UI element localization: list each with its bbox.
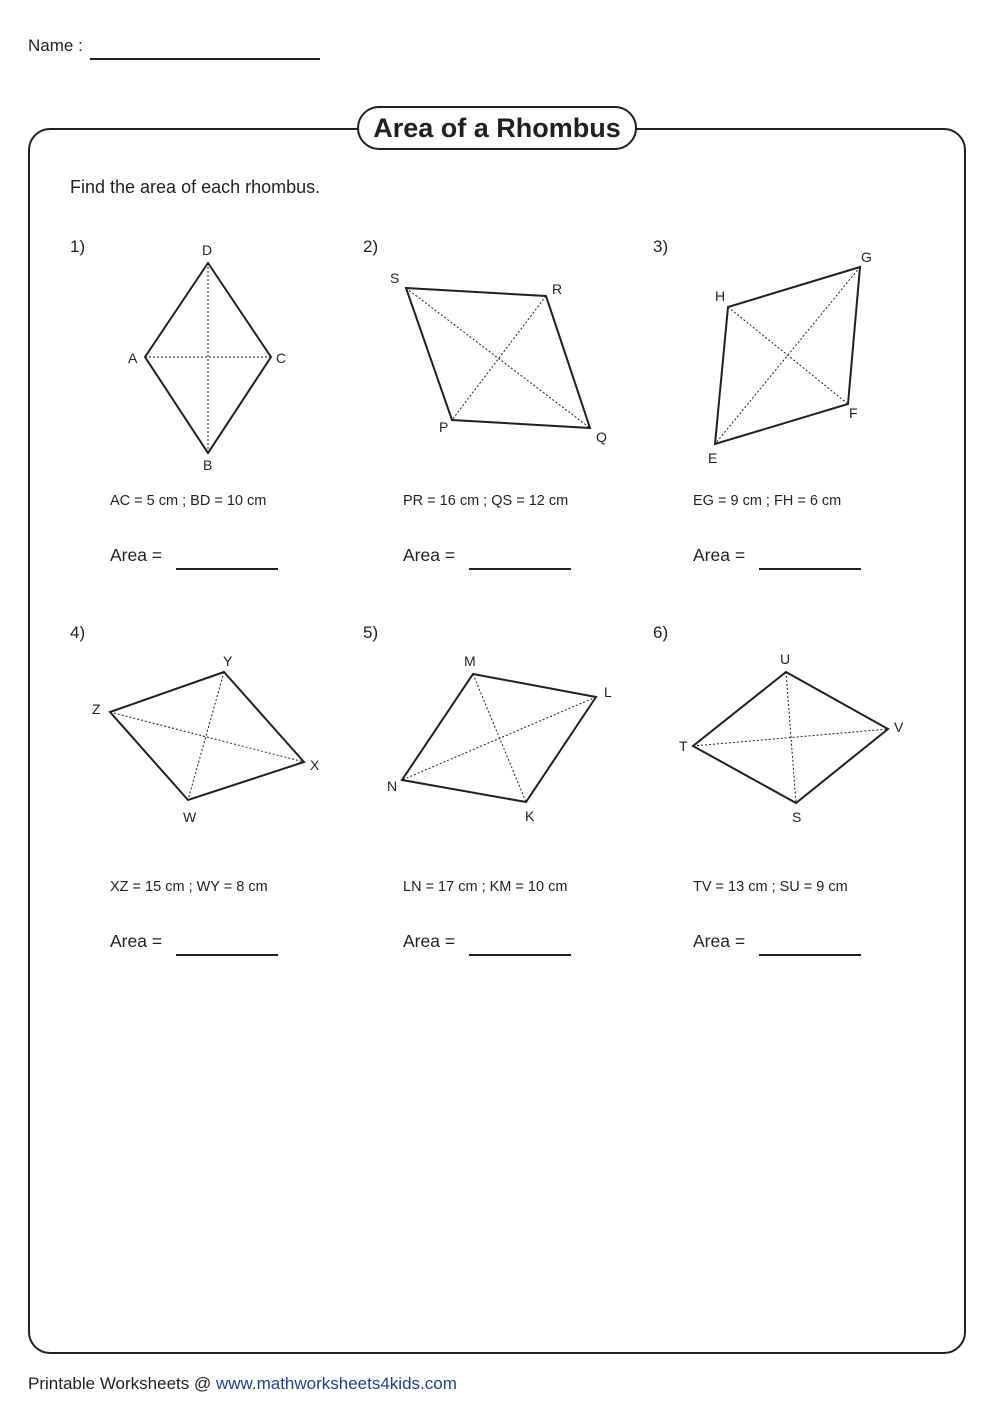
worksheet-title [357, 106, 637, 150]
problem-number: 2) [363, 237, 379, 256]
vertex-label: P [439, 419, 449, 435]
vertex-label: D [202, 242, 213, 258]
instructions: Find the area of each rhombus. [70, 177, 321, 197]
footer [28, 1374, 457, 1394]
name-field-line[interactable] [90, 58, 320, 60]
given-diagonals: PR = 16 cm ; QS = 12 cm [403, 493, 569, 509]
given-diagonals: EG = 9 cm ; FH = 6 cm [693, 493, 842, 509]
rhombus-figure [653, 237, 943, 487]
area-label: Area = [693, 545, 746, 565]
vertex-label: S [792, 809, 802, 825]
vertex-label: R [552, 281, 563, 297]
given-diagonals: XZ = 15 cm ; WY = 8 cm [110, 879, 268, 895]
diagonal [406, 288, 590, 428]
diagonal [452, 296, 546, 420]
vertex-label: E [708, 450, 718, 466]
rhombus-figure [363, 237, 653, 487]
vertex-label: G [861, 249, 872, 265]
area-answer-line[interactable] [759, 568, 861, 570]
problem-number: 4) [70, 623, 86, 642]
problem-number: 5) [363, 623, 379, 642]
problem-number: 3) [653, 237, 669, 256]
rhombus-figure [70, 623, 360, 873]
footer-prefix: Printable Worksheets @ [28, 1374, 216, 1393]
problem-4 [70, 623, 360, 983]
diagonal [188, 672, 224, 800]
problem-6 [653, 623, 943, 983]
name-label: Name : [28, 36, 83, 55]
vertex-label: A [128, 350, 138, 366]
area-label: Area = [693, 931, 746, 951]
area-label: Area = [403, 545, 456, 565]
diagonal [110, 712, 304, 762]
area-answer-line[interactable] [176, 568, 278, 570]
problem-number: 6) [653, 623, 669, 642]
vertex-label: F [849, 405, 858, 421]
area-answer-line[interactable] [176, 954, 278, 956]
problem-3 [653, 237, 943, 597]
vertex-label: H [715, 288, 726, 304]
rhombus-figure [70, 237, 360, 487]
vertex-label: K [525, 808, 535, 824]
diagonal [402, 697, 596, 780]
area-label: Area = [110, 545, 163, 565]
problem-number: 1) [70, 237, 86, 256]
diagonal [728, 307, 848, 404]
given-diagonals: AC = 5 cm ; BD = 10 cm [110, 493, 267, 509]
problem-1 [70, 237, 360, 597]
area-answer-line[interactable] [469, 954, 571, 956]
vertex-label: B [203, 457, 213, 473]
vertex-label: N [387, 778, 398, 794]
footer-url-link[interactable]: www.mathworksheets4kids.com [215, 1374, 457, 1393]
vertex-label: V [894, 719, 904, 735]
rhombus-outline [110, 672, 304, 800]
vertex-label: X [310, 757, 320, 773]
problem-2 [363, 237, 653, 597]
problem-5 [363, 623, 653, 983]
vertex-label: Y [223, 653, 233, 669]
area-label: Area = [403, 931, 456, 951]
title-text: Area of a Rhombus [373, 112, 621, 143]
vertex-label: Z [92, 701, 101, 717]
vertex-label: S [390, 270, 400, 286]
rhombus-figure [653, 623, 943, 873]
given-diagonals: TV = 13 cm ; SU = 9 cm [693, 879, 848, 895]
area-answer-line[interactable] [469, 568, 571, 570]
vertex-label: U [780, 651, 791, 667]
rhombus-figure [363, 623, 653, 873]
vertex-label: Q [596, 429, 607, 445]
area-label: Area = [110, 931, 163, 951]
vertex-label: M [464, 653, 476, 669]
vertex-label: C [276, 350, 287, 366]
diagonal [473, 674, 526, 802]
vertex-label: T [679, 738, 688, 754]
vertex-label: W [183, 809, 197, 825]
given-diagonals: LN = 17 cm ; KM = 10 cm [403, 879, 568, 895]
vertex-label: L [604, 684, 612, 700]
area-answer-line[interactable] [759, 954, 861, 956]
